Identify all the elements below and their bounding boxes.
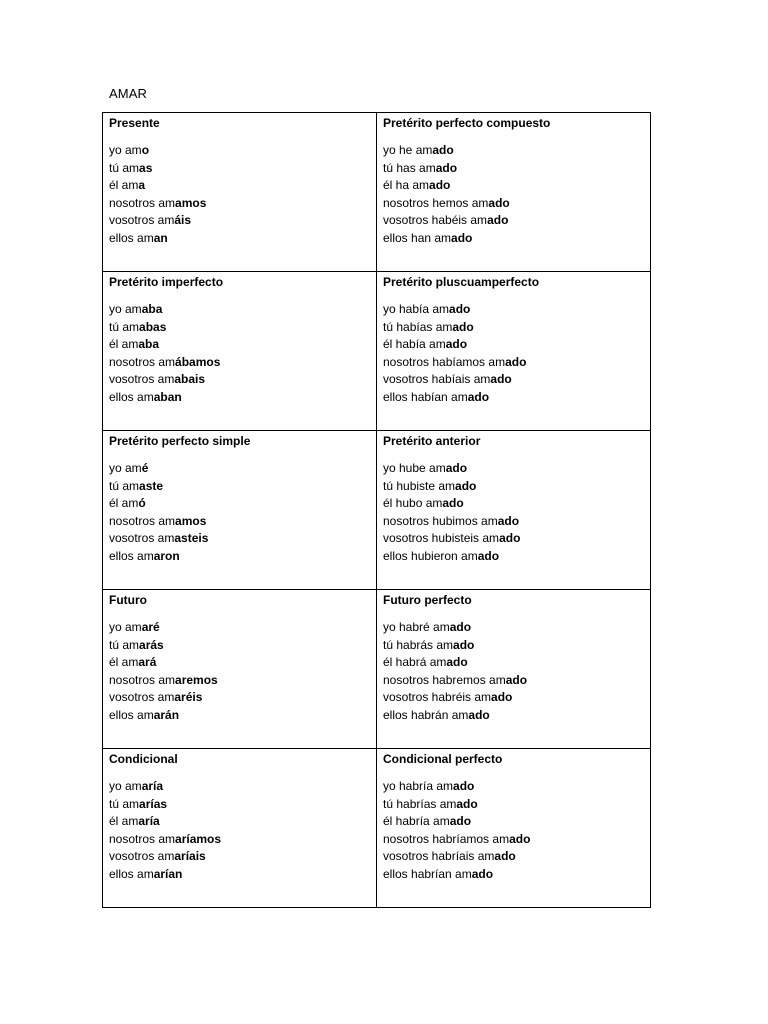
tense-row	[103, 749, 651, 908]
form-ending: arías	[139, 796, 168, 811]
tense-name: Condicional	[109, 752, 178, 766]
form-stem: él am	[109, 337, 139, 352]
form-ending: ado	[471, 866, 494, 881]
conjugated-form	[109, 707, 370, 725]
form-stem: él am	[109, 496, 139, 511]
conjugated-form	[383, 195, 644, 213]
form-stem: ellos habrían am	[383, 866, 472, 881]
conjugated-form	[109, 778, 370, 796]
conjugated-form	[383, 796, 644, 814]
form-ending: ado	[488, 195, 510, 210]
conjugation-table	[102, 112, 651, 908]
form-stem: él habrá am	[383, 655, 447, 670]
tense-cell-content	[103, 431, 376, 566]
tense-name: Futuro	[109, 593, 147, 607]
tense-name: Condicional perfecto	[383, 752, 503, 766]
form-ending: asteis	[174, 531, 209, 546]
form-stem: yo hube am	[383, 461, 446, 475]
tense-cell	[377, 749, 651, 908]
form-ending: ado	[491, 690, 513, 705]
form-stem: él ha am	[383, 178, 430, 193]
form-ending: arás	[139, 637, 164, 652]
conjugated-form	[383, 495, 644, 513]
tense-name: Pretérito imperfecto	[109, 275, 224, 289]
tense-name: Pretérito pluscuamperfecto	[383, 275, 540, 289]
conjugated-form	[109, 831, 370, 849]
form-stem: tú habrás am	[383, 637, 454, 652]
conjugated-form	[109, 177, 370, 195]
conjugated-form	[109, 336, 370, 354]
form-stem: nosotros habríamos am	[383, 831, 510, 846]
form-ending: ado	[449, 620, 472, 634]
form-stem: ellos habrán am	[383, 707, 469, 722]
tense-name: Pretérito perfecto simple	[109, 434, 251, 448]
form-stem: yo am	[109, 461, 142, 475]
form-ending: aréis	[174, 690, 203, 705]
form-stem: yo am	[109, 779, 142, 793]
form-ending: aba	[141, 302, 163, 316]
form-stem: yo habré am	[383, 620, 450, 634]
form-stem: vosotros habríais am	[383, 849, 495, 864]
conjugated-form	[109, 513, 370, 531]
form-stem: tú am	[109, 160, 140, 175]
tense-cell	[103, 113, 377, 272]
form-ending: as	[139, 160, 153, 175]
conjugated-form	[383, 354, 644, 372]
form-stem: tú habías am	[383, 319, 453, 334]
form-stem: nosotros habremos am	[383, 672, 506, 687]
form-ending: aríamos	[175, 831, 222, 846]
tense-cell-content	[103, 272, 376, 407]
form-ending: ado	[477, 548, 500, 563]
form-ending: é	[141, 461, 149, 475]
form-ending: ado	[451, 230, 473, 245]
form-stem: él am	[109, 655, 139, 670]
form-stem: tú am	[109, 478, 140, 493]
form-ending: aron	[153, 548, 180, 563]
form-ending: ado	[509, 831, 531, 846]
form-stem: vosotros am	[109, 849, 175, 864]
conjugated-form	[109, 548, 370, 566]
tense-cell-content	[377, 431, 650, 566]
form-stem: vosotros am	[109, 690, 175, 705]
conjugated-form	[109, 195, 370, 213]
conjugated-form	[383, 672, 644, 690]
form-ending: abas	[139, 319, 167, 334]
form-stem: nosotros am	[109, 513, 176, 528]
form-stem: nosotros am	[109, 672, 176, 687]
tense-cell	[377, 590, 651, 749]
conjugated-form	[383, 389, 644, 407]
form-stem: vosotros am	[109, 372, 175, 387]
form-ending: arían	[153, 866, 183, 881]
tense-name: Pretérito perfecto compuesto	[383, 116, 551, 130]
form-ending: aríais	[174, 849, 206, 864]
conjugation-table-body	[103, 113, 651, 908]
form-ending: aremos	[175, 672, 218, 687]
form-stem: ellos am	[109, 230, 154, 245]
form-ending: aban	[153, 389, 182, 404]
form-stem: vosotros am	[109, 213, 175, 228]
form-ending: ado	[445, 337, 468, 352]
tense-name: Futuro perfecto	[383, 593, 472, 607]
conjugated-form	[383, 831, 644, 849]
conjugated-form	[383, 371, 644, 389]
conjugated-form	[109, 866, 370, 884]
conjugated-form	[383, 478, 644, 496]
tense-cell	[103, 590, 377, 749]
form-ending: ado	[449, 302, 471, 316]
form-stem: tú habrías am	[383, 796, 457, 811]
form-ending: aré	[141, 620, 160, 634]
form-stem: él hubo am	[383, 496, 443, 511]
tense-cell-content	[103, 590, 376, 725]
form-stem: nosotros habíamos am	[383, 354, 506, 369]
tense-cell-content	[103, 113, 376, 248]
form-ending: amos	[175, 195, 207, 210]
tense-cell-content	[377, 749, 650, 884]
form-ending: ado	[487, 213, 509, 228]
form-stem: él había am	[383, 337, 446, 352]
form-stem: vosotros hubisteis am	[383, 531, 500, 546]
document-title: AMAR	[109, 86, 147, 101]
conjugated-form	[383, 230, 644, 248]
form-ending: ado	[429, 178, 451, 193]
conjugated-form	[109, 796, 370, 814]
form-stem: él habría am	[383, 814, 450, 829]
conjugated-form	[109, 619, 370, 637]
conjugated-form	[109, 672, 370, 690]
conjugated-form	[383, 548, 644, 566]
form-ending: amos	[175, 513, 207, 528]
tense-cell	[377, 431, 651, 590]
conjugated-form	[109, 530, 370, 548]
form-ending: ado	[497, 513, 520, 528]
tense-row	[103, 113, 651, 272]
form-stem: vosotros am	[109, 531, 175, 546]
form-stem: él am	[109, 814, 139, 829]
form-stem: tú has am	[383, 160, 436, 175]
conjugated-form	[383, 177, 644, 195]
form-stem: tú am	[109, 637, 140, 652]
form-ending: ado	[435, 160, 458, 175]
form-ending: ado	[453, 637, 475, 652]
conjugated-form	[109, 230, 370, 248]
conjugated-form	[383, 619, 644, 637]
conjugated-form	[383, 319, 644, 337]
form-stem: ellos am	[109, 548, 154, 563]
form-ending: ado	[494, 849, 516, 864]
form-ending: ado	[505, 354, 527, 369]
form-stem: ellos am	[109, 707, 154, 722]
form-stem: nosotros am	[109, 354, 176, 369]
form-stem: tú am	[109, 319, 140, 334]
form-ending: aría	[138, 814, 160, 829]
form-stem: vosotros habíais am	[383, 372, 491, 387]
conjugated-form	[383, 530, 644, 548]
conjugated-form	[383, 778, 644, 796]
conjugated-form	[109, 654, 370, 672]
conjugated-form	[109, 689, 370, 707]
conjugated-form	[383, 460, 644, 478]
conjugated-form	[383, 336, 644, 354]
form-stem: yo am	[109, 302, 142, 316]
conjugated-form	[109, 160, 370, 178]
form-ending: áis	[174, 213, 192, 228]
tense-cell-content	[103, 749, 376, 884]
form-stem: nosotros am	[109, 195, 176, 210]
tense-cell-content	[377, 113, 650, 248]
form-ending: ado	[468, 707, 490, 722]
conjugated-form	[383, 212, 644, 230]
form-ending: aste	[139, 478, 164, 493]
form-stem: vosotros habéis am	[383, 213, 488, 228]
form-ending: a	[138, 178, 146, 193]
tense-cell-content	[377, 590, 650, 725]
form-ending: ado	[452, 319, 474, 334]
form-ending: ó	[138, 496, 146, 511]
form-stem: ellos hubieron am	[383, 548, 478, 563]
conjugated-form	[109, 495, 370, 513]
conjugated-form	[383, 160, 644, 178]
form-ending: ado	[442, 496, 464, 511]
form-ending: ado	[490, 372, 512, 387]
conjugated-form	[109, 142, 370, 160]
form-stem: ellos habían am	[383, 389, 468, 404]
tense-row	[103, 431, 651, 590]
form-ending: aba	[138, 337, 160, 352]
conjugated-form	[383, 813, 644, 831]
form-stem: vosotros habréis am	[383, 690, 492, 705]
conjugated-form	[383, 637, 644, 655]
conjugated-form	[109, 212, 370, 230]
form-stem: nosotros hemos am	[383, 195, 489, 210]
tense-name: Pretérito anterior	[383, 434, 481, 448]
form-stem: ellos han am	[383, 230, 452, 245]
form-ending: o	[141, 143, 150, 157]
form-ending: abais	[174, 372, 206, 387]
form-stem: tú am	[109, 796, 140, 811]
form-stem: ellos am	[109, 866, 154, 881]
form-stem: yo habría am	[383, 779, 454, 793]
tense-cell-content	[377, 272, 650, 407]
conjugated-form	[109, 848, 370, 866]
tense-cell	[103, 272, 377, 431]
conjugated-form	[109, 478, 370, 496]
form-stem: él am	[109, 178, 139, 193]
form-ending: ado	[449, 814, 472, 829]
tense-cell	[377, 113, 651, 272]
conjugated-form	[383, 866, 644, 884]
form-ending: ará	[138, 655, 157, 670]
form-stem: yo había am	[383, 302, 450, 316]
form-ending: ábamos	[175, 354, 221, 369]
conjugated-form	[383, 654, 644, 672]
conjugated-form	[109, 354, 370, 372]
form-ending: ado	[453, 779, 475, 793]
conjugated-form	[109, 319, 370, 337]
form-ending: an	[153, 230, 168, 245]
form-stem: tú hubiste am	[383, 478, 456, 493]
form-ending: ado	[505, 672, 528, 687]
form-stem: ellos am	[109, 389, 154, 404]
conjugated-form	[109, 389, 370, 407]
form-stem: nosotros hubimos am	[383, 513, 498, 528]
conjugated-form	[383, 689, 644, 707]
conjugated-form	[109, 371, 370, 389]
form-ending: ado	[499, 531, 521, 546]
tense-row	[103, 590, 651, 749]
form-ending: aría	[141, 779, 164, 793]
tense-name: Presente	[109, 116, 160, 130]
form-ending: arán	[153, 707, 180, 722]
conjugated-form	[109, 813, 370, 831]
conjugated-form	[383, 142, 644, 160]
conjugated-form	[383, 301, 644, 319]
tense-cell	[103, 431, 377, 590]
conjugated-form	[109, 301, 370, 319]
form-stem: yo am	[109, 143, 142, 157]
tense-cell	[103, 749, 377, 908]
form-stem: nosotros am	[109, 831, 176, 846]
tense-row	[103, 272, 651, 431]
conjugated-form	[383, 848, 644, 866]
form-ending: ado	[467, 389, 490, 404]
form-ending: ado	[446, 655, 468, 670]
tense-cell	[377, 272, 651, 431]
form-ending: ado	[455, 478, 477, 493]
conjugated-form	[109, 460, 370, 478]
conjugated-form	[383, 513, 644, 531]
form-ending: ado	[445, 461, 468, 475]
form-ending: ado	[456, 796, 478, 811]
form-ending: ado	[432, 143, 454, 157]
conjugated-form	[383, 707, 644, 725]
form-stem: yo he am	[383, 143, 433, 157]
form-stem: yo am	[109, 620, 142, 634]
conjugated-form	[109, 637, 370, 655]
